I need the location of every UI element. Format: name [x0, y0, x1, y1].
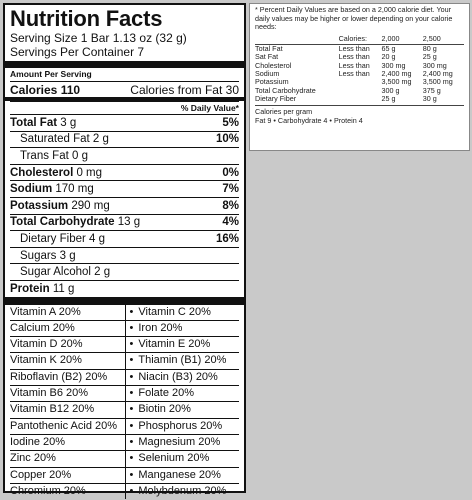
vitamin-item: Zinc 20% [10, 451, 125, 467]
row-value-2500: 300 mg [422, 60, 447, 70]
row-value-2000: 3,500 mg [381, 77, 412, 87]
row-value-2000: 65 g [381, 44, 396, 54]
row-value-2000: 300 g [381, 85, 400, 95]
nutrient-name: Sugars [20, 249, 57, 262]
daily-values-table [255, 35, 464, 103]
vitamin-item: • Magnesium 20% [125, 435, 240, 451]
nutrient-amount: 0 g [71, 149, 88, 162]
vitamin-item: Vitamin D 20% [10, 337, 125, 353]
vitamin-item: • Vitamin E 20% [125, 337, 240, 353]
nutrient-dv: 0% [222, 166, 239, 179]
row-name: Sat Fat [255, 52, 279, 62]
row-name: Total Fat [255, 44, 283, 54]
row-name: Cholesterol [255, 60, 292, 70]
nutrient-dv: 5% [222, 116, 239, 129]
vitamin-item: Vitamin B6 20% [10, 386, 125, 402]
vitamin-item: Copper 20% [10, 468, 125, 484]
nutrient-amount: 3 g [60, 116, 77, 129]
vitamin-item: • Iron 20% [125, 321, 240, 337]
vitamin-item: • Folate 20% [125, 386, 240, 402]
nutrient-dv: 10% [215, 133, 239, 146]
row-value-2500: 80 g [422, 44, 437, 54]
row-name: Total Carbohydrate [255, 85, 316, 95]
vitamin-item: • Molybdenum 20% [125, 484, 240, 499]
thick-divider [5, 61, 244, 68]
row-value-2500: 375 g [422, 85, 441, 95]
nutrient-row-protein [10, 281, 239, 297]
vitamin-item: • Phosphorus 20% [125, 419, 240, 435]
nutrient-amount: 2 g [94, 266, 111, 279]
calories-row [10, 82, 239, 97]
row-value-2000: 300 mg [381, 60, 406, 70]
vitamin-item: • Thiamin (B1) 20% [125, 353, 240, 369]
nutrient-amount: 13 g [117, 216, 141, 229]
nutrient-row-sodium [10, 181, 239, 198]
nutrient-name: Saturated Fat [20, 133, 90, 146]
nutrient-dv: 16% [215, 232, 239, 245]
nutrient-name: Total Fat [10, 116, 58, 129]
row-value-2500: 30 g [422, 93, 437, 103]
vitamin-item: Pantothenic Acid 20% [10, 419, 125, 435]
servings-per-container: Servings Per Container 7 [10, 45, 145, 59]
nutrient-row-potassium [10, 198, 239, 215]
nutrient-name: Potassium [10, 199, 69, 212]
row-value-2500: 2,400 mg [422, 68, 453, 78]
vitamin-item: • Niacin (B3) 20% [125, 370, 240, 386]
nutrient-amount: 4 g [89, 232, 106, 245]
calories-header-2000: 2,000 [381, 35, 422, 45]
nutrition-facts-panel [3, 3, 246, 497]
nutrient-name: Cholesterol [10, 166, 74, 179]
row-value-2500: 25 g [422, 52, 437, 62]
calories-header-label: Calories: [339, 35, 382, 45]
vitamin-item: Chromium 20% [10, 484, 86, 497]
nutrient-row-total-carbohydrate [10, 215, 239, 232]
daily-values-footnote [249, 3, 470, 151]
serving-size: Serving Size 1 Bar 1.13 oz (32 g) [10, 31, 187, 45]
vitamin-item: Vitamin B12 20% [10, 402, 125, 418]
nutrient-amount: 170 mg [55, 183, 94, 196]
row-rule: Less than [338, 68, 370, 78]
nutrient-name: Dietary Fiber [20, 232, 86, 245]
row-value-2000: 2,400 mg [381, 68, 412, 78]
nutrient-dv: 7% [222, 183, 239, 196]
row-rule [339, 95, 382, 103]
nutrient-name: Trans Fat [20, 149, 69, 162]
nutrient-amount: 0 mg [76, 166, 103, 179]
label-title: Nutrition Facts [10, 6, 163, 31]
footnote-text: * Percent Daily Values are based on a 2,000 calorie diet. Your daily values may be higher or lower depending on your calorie needs: [255, 5, 453, 32]
calories-label: Calories 110 [10, 82, 81, 97]
row-rule [339, 78, 382, 86]
vitamin-item: • Manganese 20% [125, 468, 240, 484]
calories-header-2500: 2,500 [423, 35, 464, 45]
row-value-2000: 20 g [381, 52, 396, 62]
row-value-2500: 3,500 mg [422, 77, 453, 87]
vitamin-item: • Vitamin C 20% [125, 305, 240, 321]
row-value-2000: 25 g [381, 93, 396, 103]
table-row [255, 95, 464, 103]
vitamin-item: • Selenium 20% [125, 451, 240, 467]
nutrient-row-sugars [10, 248, 239, 265]
calories-per-gram-label: Calories per gram [255, 105, 464, 117]
nutrient-dv: 8% [222, 199, 239, 212]
nutrient-amount: 3 g [59, 249, 76, 262]
vitamin-item: Vitamin A 20% [10, 305, 125, 321]
daily-value-header: % Daily Value* [10, 101, 239, 115]
nutrient-row-total-fat [10, 115, 239, 132]
nutrient-dv: 4% [222, 216, 239, 229]
vitamin-item: Vitamin K 20% [10, 353, 125, 369]
calories-from-fat: Calories from Fat 30 [130, 82, 239, 97]
calories-per-gram-values: Fat 9 • Carbohydrate 4 • Protein 4 [255, 115, 363, 125]
row-name: Potassium [255, 77, 289, 87]
nutrient-row-cholesterol [10, 165, 239, 182]
nutrient-row-sugar-alcohol [10, 264, 239, 281]
amount-per-serving: Amount Per Serving [10, 68, 239, 82]
vitamins-grid [10, 305, 239, 500]
vitamin-item: Calcium 20% [10, 321, 125, 337]
nutrient-amount: 11 g [52, 282, 75, 295]
nutrient-amount: 2 g [92, 133, 109, 146]
row-name: Sodium [255, 68, 280, 78]
row-rule [339, 87, 382, 95]
row-rule: Less than [338, 60, 370, 70]
nutrient-amount: 290 mg [71, 199, 110, 212]
row-rule: Less than [338, 44, 370, 54]
nutrient-name: Sodium [10, 183, 53, 196]
nutrient-row-dietary-fiber [10, 231, 239, 248]
nutrient-row-saturated-fat [10, 132, 239, 149]
vitamin-item: Iodine 20% [10, 435, 125, 451]
thick-divider [5, 297, 244, 305]
nutrient-name: Protein [10, 282, 50, 295]
nutrient-name: Total Carbohydrate [10, 216, 115, 229]
row-rule: Less than [338, 52, 370, 62]
vitamin-item: • Biotin 20% [125, 402, 240, 418]
nutrient-name: Sugar Alcohol [20, 266, 91, 279]
nutrient-row-trans-fat [10, 148, 239, 165]
vitamin-item: Riboflavin (B2) 20% [10, 370, 125, 386]
row-name: Dietary Fiber [255, 93, 297, 103]
